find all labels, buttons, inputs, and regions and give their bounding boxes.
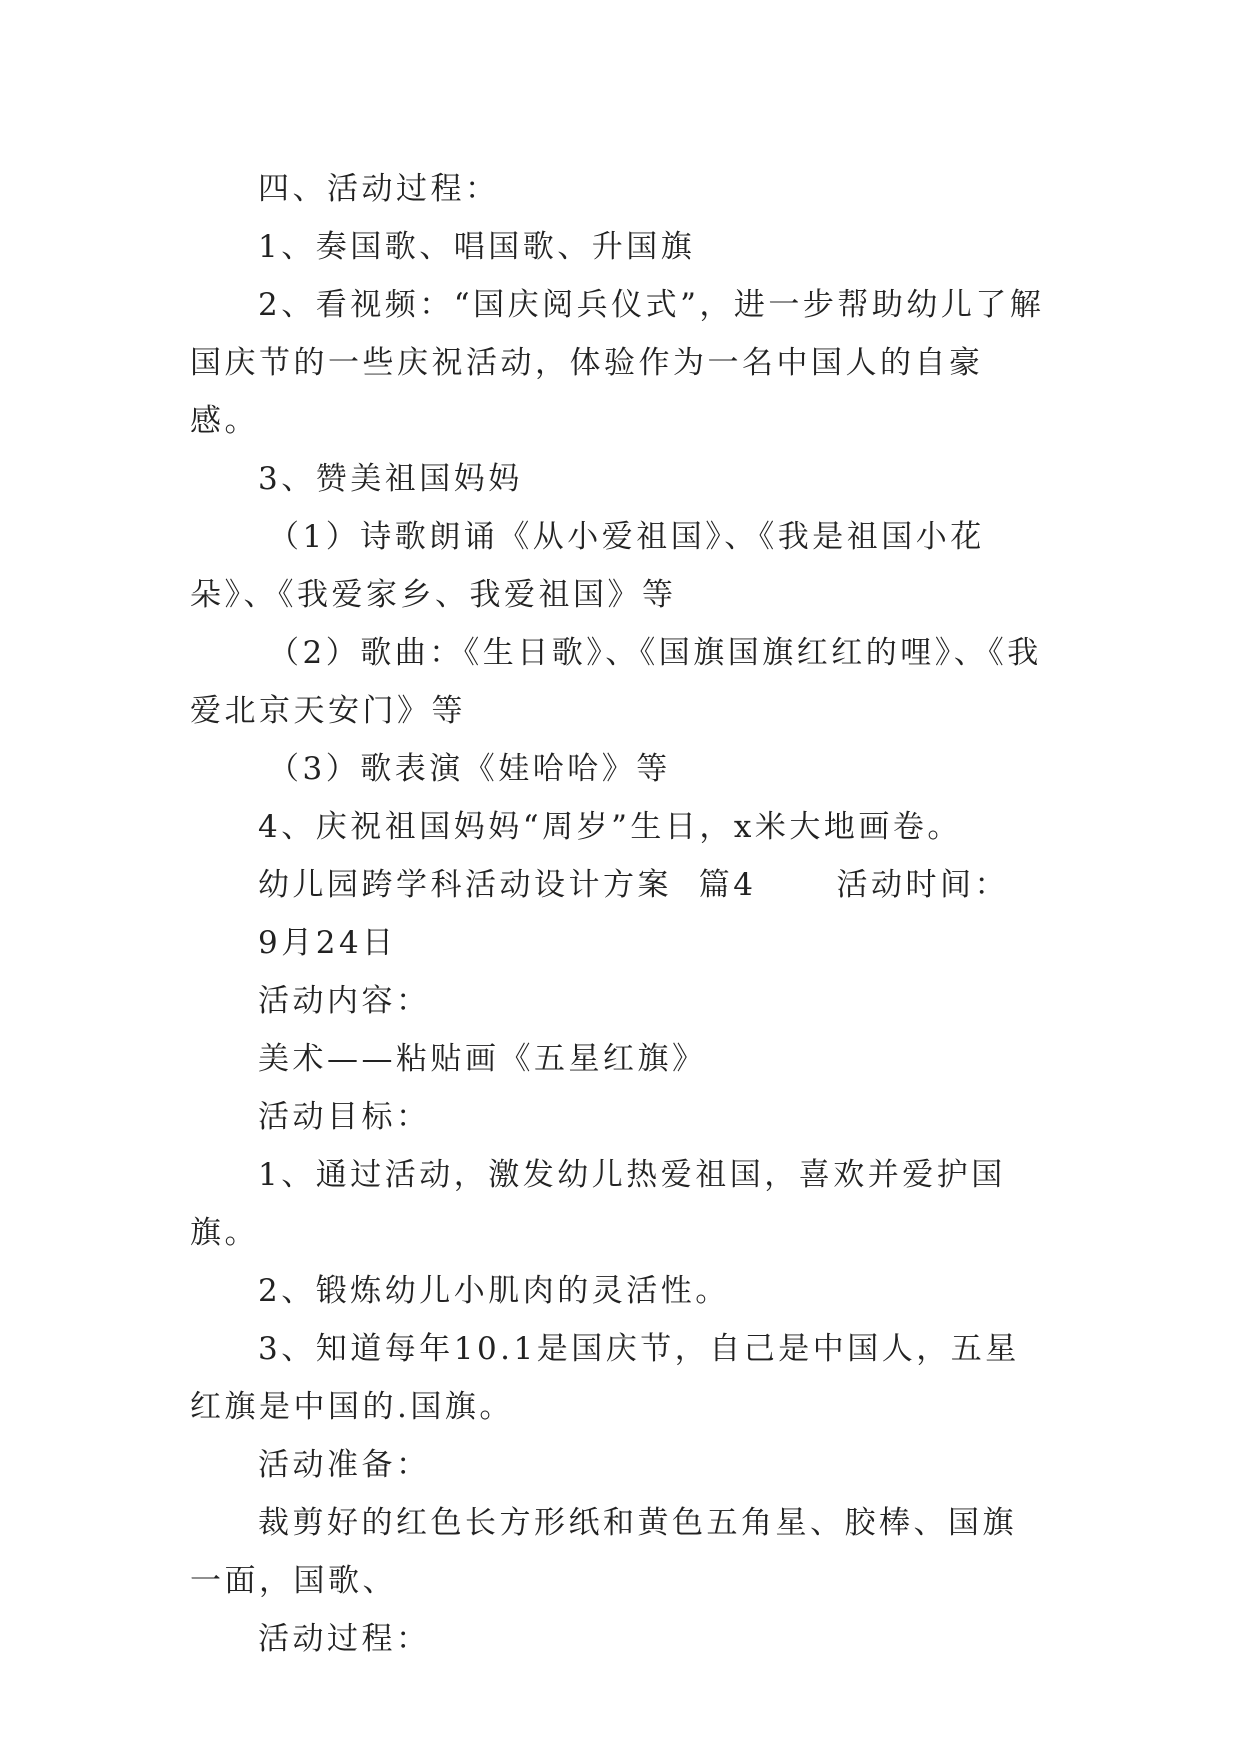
section-heading: 四、活动过程： xyxy=(258,171,500,207)
paragraph: 裁剪好的红色长方形纸和黄色五角星、胶棒、国旗一面，国歌、 xyxy=(190,1505,1017,1599)
list-item: 4、庆祝祖国妈妈“周岁”生日，x米大地画卷。 xyxy=(258,809,962,845)
document-body xyxy=(190,160,1050,1668)
list-item: 3、赞美祖国妈妈 xyxy=(258,461,523,497)
list-item: 3、知道每年10.1是国庆节，自己是中国人，五星红旗是中国的.国旗。 xyxy=(190,1331,1020,1425)
paragraph: 9月24日 xyxy=(258,925,397,961)
list-item: 2、看视频：“国庆阅兵仪式”，进一步帮助幼儿了解国庆节的一些庆祝活动，体验作为一名中国人的自豪感。 xyxy=(190,287,1045,439)
sub-list-item: （3）歌表演《娃哈哈》等 xyxy=(268,751,671,787)
sub-list-item: （1）诗歌朗诵《从小爱祖国》、《我是祖国小花朵》、《我爱家乡、我爱祖国》等 xyxy=(190,519,985,613)
paragraph: 美术——粘贴画《五星红旗》 xyxy=(258,1041,707,1077)
section-heading: 活动内容： xyxy=(258,983,431,1019)
section-heading: 活动过程： xyxy=(258,1621,431,1657)
list-item: 1、奏国歌、唱国歌、升国旗 xyxy=(258,229,696,265)
section-heading: 活动准备： xyxy=(258,1447,431,1483)
list-item: 1、通过活动，激发幼儿热爱祖国，喜欢并爱护国旗。 xyxy=(190,1157,1006,1251)
section-heading: 活动目标： xyxy=(258,1099,431,1135)
list-item: 2、锻炼幼儿小肌肉的灵活性。 xyxy=(258,1273,730,1309)
sub-list-item: （2）歌曲：《生日歌》、《国旗国旗红红的哩》、《我爱北京天安门》等 xyxy=(190,635,1042,729)
section-heading: 幼儿园跨学科活动设计方案 篇4 活动时间： xyxy=(258,867,1010,903)
